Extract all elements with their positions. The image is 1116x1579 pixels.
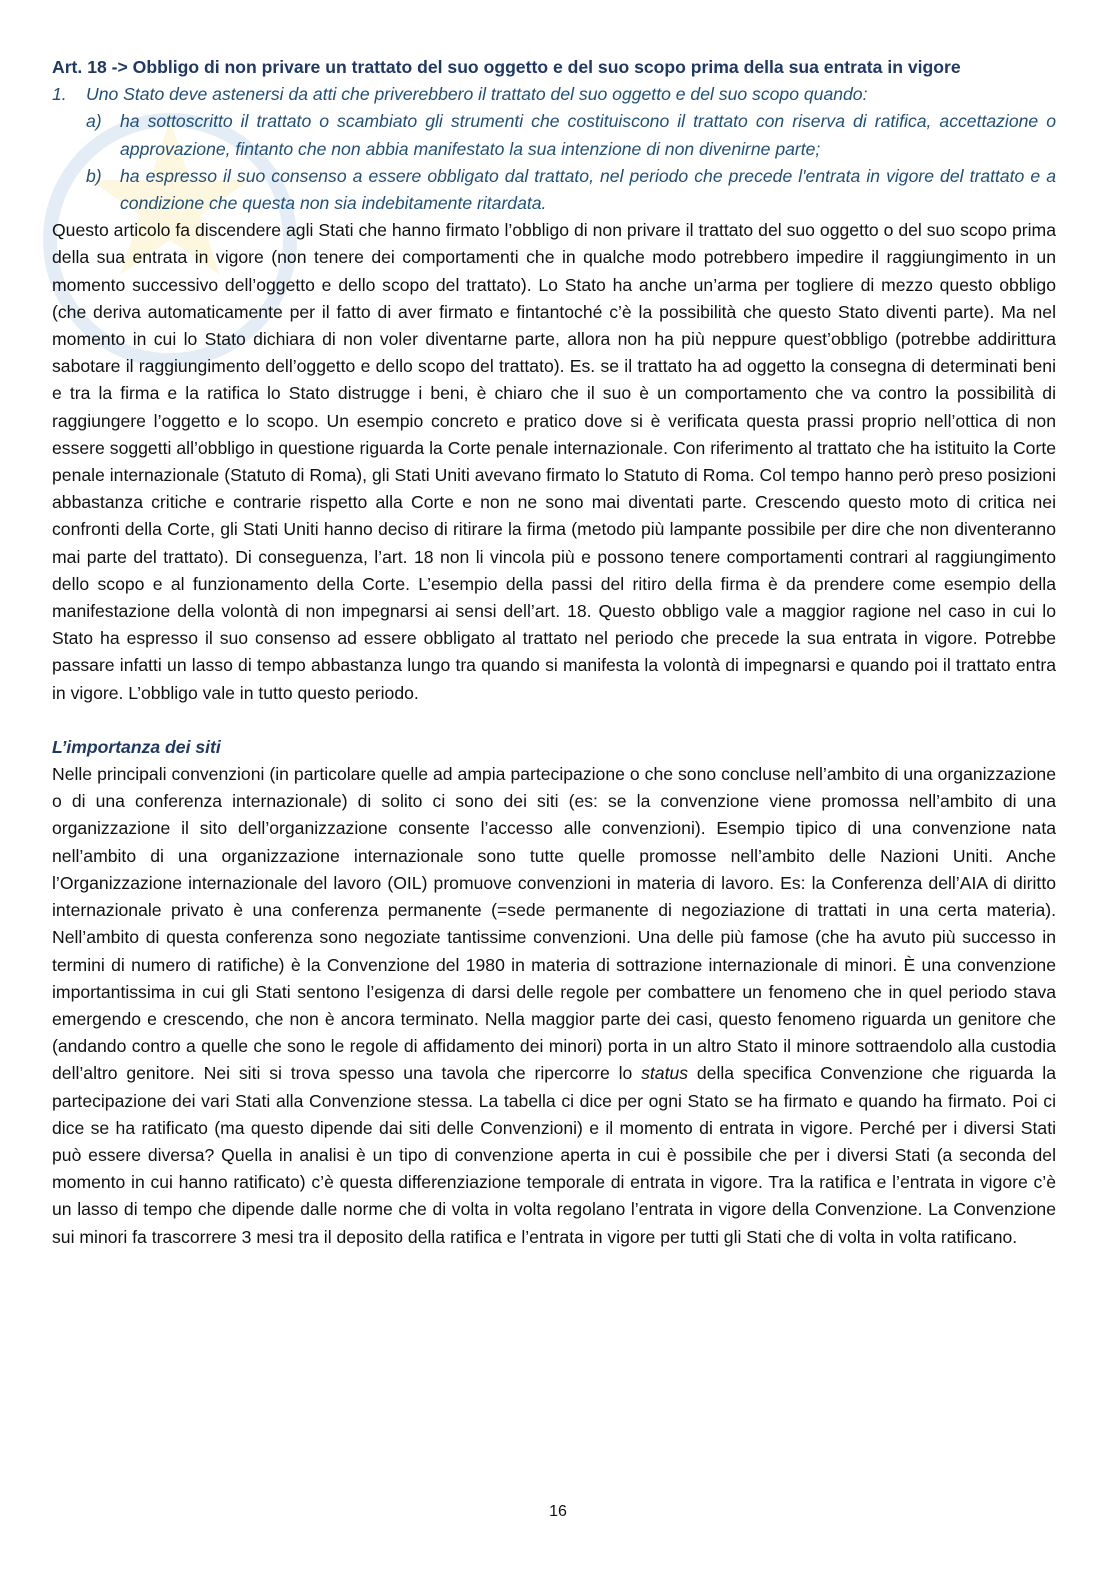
item-letter: a) [86,111,102,132]
article-text [52,81,1056,217]
article-paragraph [52,81,1056,108]
article-heading: Art. 18 -> Obbligo di non privare un trattato del suo oggetto e del suo scopo prima della sua entrata in vigore [52,57,961,77]
section-text-part-1: Nelle principali convenzioni (in particolare quelle ad ampia partecipazione o che sono concluse nell’ambito di una organizzazione o di una conferenza internazionale) di solito ci sono dei siti (es: se la convenzione viene promossa nell’ambito di una organizzazione il sito dell’organizzazione consente l’accesso alle convenzioni). Esempio tipico di una convenzione nata nell’ambito di una organizzazione internazionale sono tutte quelle promosse nell’ambito delle Nazioni Uniti. Anche l’Organizzazione internazionale del lavoro (OIL) promuove convenzioni in materia di lavoro. Es: la Conferenza dell’AIA di diritto internazionale privato è una conferenza permanente (=sede permanente di negoziazione di trattati in una certa materia). Nell’ambito di questa conferenza sono negoziate tantissime convenzioni. Una delle più famose (che ha avuto più successo in termini di numero di ratifiche) è la Convenzione del 1980 in materia di sottrazione internazionale di minori. È una convenzione importantissima in cui gli Stati sentono l’esigenza di darsi delle regole per combattere un fenomeno che in quel periodo stava emergendo e crescendo, che non è ancora terminato. Nella maggior parte dei casi, questo fenomeno riguarda un genitore che (andando contro a quelle che sono le regole di affidamento dei minori) porta in un altro Stato il minore sottraendolo alla custodia dell’altro genitore. Nei siti si trova spesso una tavola che ripercorre lo [52,764,1056,1084]
item-text: ha sottoscritto il trattato o scambiato gli strumenti che costituiscono il trattato con riserva di ratifica, accettazione o approvazione, fintanto che non abbia manifestato la sua intenzione di non divenirne parte; [120,111,1056,159]
document-page [52,54,1056,1251]
paragraph-number: 1. [52,84,67,105]
section-title: L’importanza dei siti [52,736,221,757]
item-text: ha espresso il suo consenso a essere obbligato dal trattato, nel periodo che precede l'entrata in vigore del trattato e a condizione che questa non sia indebitamente ritardata. [120,165,1056,214]
section-text-part-2: della specifica Convenzione che riguarda la partecipazione dei vari Stati alla Convenzione stessa. La tabella ci dice per ogni Stato se ha firmato e quando ha firmato. Poi ci dice se ha ratificato (ma questo dipende dai siti delle Convenzioni) e il momento di entrata in vigore. Perché per i diversi Stati può essere diversa? Quella in analisi è un tipo di convenzione aperta in cui è possibile che per i diversi Stati (a seconda del momento in cui hanno ratificato) c’è questa differenziazione temporale di entrata in vigore. Tra la ratifica e l’entrata in vigore c’è un lasso di tempo che dipende dalle norme che di volta in volta regolano l’entrata in vigore della Convenzione. La Convenzione sui minori fa trascorrere 3 mesi tra il deposito della ratifica e l’entrata in vigore per tutti gli Stati che di volta in volta ratificano. [52,1063,1056,1247]
paragraph-text: Uno Stato deve astenersi da atti che priverebbero il trattato del suo oggetto e del suo scopo quando: [86,84,868,105]
item-letter: b) [86,165,102,186]
section-paragraph [52,761,1056,1251]
article-item-b [52,163,1056,217]
page-number: 16 [549,1503,567,1520]
commentary-paragraph: Questo articolo fa discendere agli Stati che hanno firmato l’obbligo di non privare il trattato del suo oggetto o del suo scopo prima della sua entrata in vigore (non tenere dei comportamenti che in qualche modo potrebbero impedire il raggiungimento in un momento successivo dell’oggetto e dello scopo del trattato). Lo Stato ha anche un’arma per togliere di mezzo questo obbligo (che deriva automaticamente per il fatto di aver firmato e fintantoché c’è la possibilità che questo Stato diventi parte). Ma nel momento in cui lo Stato dichiara di non voler diventarne parte, allora non ha più neppure quest’obbligo (potrebbe addirittura sabotare il raggiungimento dell’oggetto e dello scopo del trattato). Es. se il trattato ha ad oggetto la consegna di determinati beni e tra la firma e la ratifica lo Stato distrugge i beni, è chiaro che il suo è un comportamento che va contro la possibilità di raggiungere l’oggetto e lo scopo. Un esempio concreto e pratico dove si è verificata questa prassi proprio nell’ottica di non essere soggetti all’obbligo in questione riguarda la Corte penale internazionale. Con riferimento al trattato che ha istituito la Corte penale internazionale (Statuto di Roma), gli Stati Uniti avevano firmato lo Statuto di Roma. Col tempo hanno però preso posizioni abbastanza critiche e contrarie rispetto alla Corte e non ne sono mai diventati parte. Crescendo questo moto di critica nei confronti della Corte, gli Stati Uniti hanno deciso di ritirare la firma (metodo più lampante possibile per dire che non diventeranno mai parte del trattato). Di conseguenza, l’art. 18 non li vincola più e possono tenere comportamenti contrari al raggiungimento dello scopo e al funzionamento della Corte. L’esempio della passi del ritiro della firma è da prendere come esempio della manifestazione della volontà di non impegnarsi ai sensi dell’art. 18. Questo obbligo vale a maggior ragione nel caso in cui lo Stato ha espresso il suo consenso ad essere obbligato al trattato nel periodo che precede la sua entrata in vigore. Potrebbe passare infatti un lasso di tempo abbastanza lungo tra quando si manifesta la volontà di impegnarsi e quando poi il trattato entra in vigore. L’obbligo vale in tutto questo periodo. [52,220,1056,703]
italic-term: status [641,1063,689,1084]
spacer [52,707,1056,734]
article-item-a [52,108,1056,162]
